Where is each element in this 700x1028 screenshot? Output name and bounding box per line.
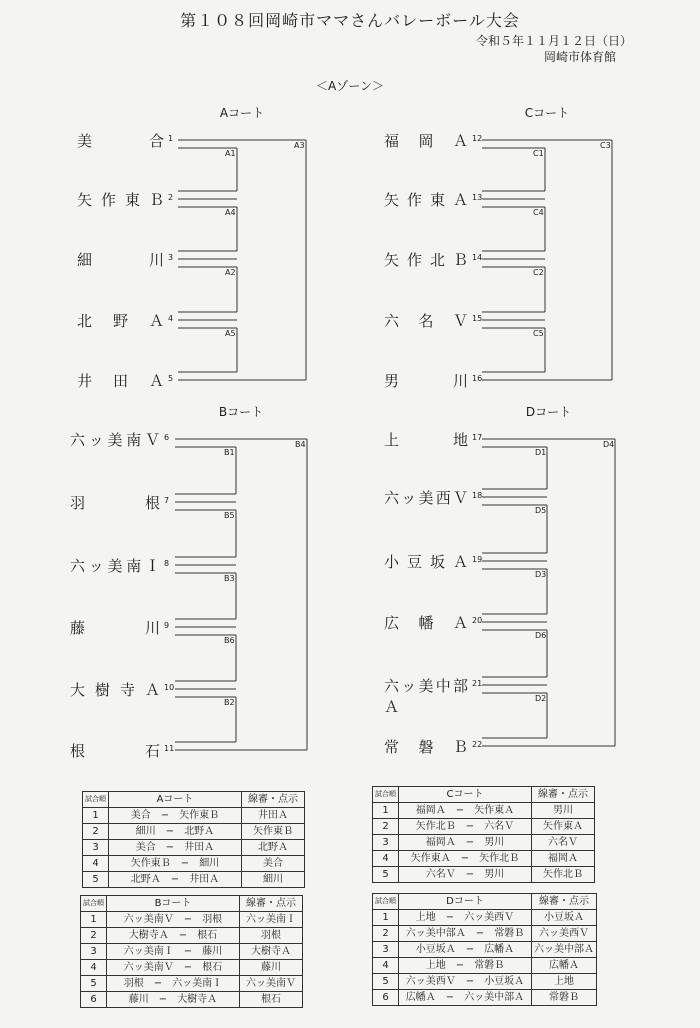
schedule-table-D bbox=[372, 893, 597, 1006]
home-team: 大樹寺Ａ bbox=[128, 930, 169, 941]
table-row bbox=[83, 856, 305, 872]
match-label: B6 bbox=[224, 636, 235, 645]
referee-team: 小豆坂Ａ bbox=[532, 910, 597, 926]
match-label: D3 bbox=[535, 570, 547, 579]
home-team: 美合 bbox=[130, 810, 151, 821]
team-name: 六名Ｖ bbox=[384, 312, 468, 330]
match-order: 4 bbox=[81, 960, 107, 976]
match-order: 4 bbox=[373, 958, 399, 974]
referee-team: 男川 bbox=[532, 803, 595, 819]
seed-number: 16 bbox=[472, 374, 483, 383]
match-label: C2 bbox=[533, 268, 544, 277]
match-label: A5 bbox=[225, 329, 236, 338]
team-name: 根 石 bbox=[70, 742, 160, 760]
home-team: 小豆坂Ａ bbox=[415, 944, 456, 955]
match-label: B5 bbox=[224, 511, 235, 520]
seed-number: 6 bbox=[164, 433, 170, 442]
away-team: 藤川 bbox=[202, 946, 223, 957]
match-order: 5 bbox=[81, 976, 107, 992]
seed-number: 2 bbox=[168, 193, 174, 202]
header-referee: 線審・点示 bbox=[532, 894, 597, 910]
matchup: 羽根 − 六ッ美南Ｉ bbox=[107, 976, 240, 992]
matchup: 六名Ｖ − 男川 bbox=[399, 867, 532, 883]
match-order: 5 bbox=[373, 974, 399, 990]
seed-number: 7 bbox=[164, 496, 170, 505]
referee-team: 六ッ美南Ｖ bbox=[240, 976, 303, 992]
match-label: D4 bbox=[603, 440, 615, 449]
referee-team: 井田Ａ bbox=[242, 808, 305, 824]
event-venue: 岡崎市体育館 bbox=[543, 50, 616, 64]
page-title: 第１０８回岡崎市ママさんバレーボール大会 bbox=[180, 11, 520, 30]
team-name: 矢作北Ｂ bbox=[384, 251, 468, 269]
home-team: 上地 bbox=[415, 912, 436, 923]
team-name: 小豆坂Ａ bbox=[384, 553, 468, 571]
away-team: 矢作北Ｂ bbox=[479, 853, 520, 864]
match-order: 2 bbox=[83, 824, 109, 840]
away-team: 六名Ｖ bbox=[484, 821, 515, 832]
matchup: 福岡Ａ − 矢作東Ａ bbox=[399, 803, 532, 819]
seed-number: 3 bbox=[168, 253, 174, 262]
home-team: 六ッ美南Ｖ bbox=[123, 914, 174, 925]
away-team: 井田Ａ bbox=[184, 842, 215, 853]
team-name: 美 合 bbox=[77, 132, 164, 150]
home-team: 矢作東Ａ bbox=[410, 853, 451, 864]
table-row bbox=[373, 910, 597, 926]
home-team: 六名Ｖ bbox=[425, 869, 456, 880]
referee-team: 常磐Ｂ bbox=[532, 990, 597, 1006]
table-row bbox=[373, 835, 595, 851]
court-title-A: Aコート bbox=[219, 106, 265, 120]
match-label: C4 bbox=[533, 208, 544, 217]
home-team: 六ッ美中部Ａ bbox=[405, 928, 466, 939]
matchup: 細川 − 北野Ａ bbox=[109, 824, 242, 840]
team-name: 六ッ美南Ｖ bbox=[70, 431, 160, 449]
match-order: 2 bbox=[81, 928, 107, 944]
schedule-table-C bbox=[372, 786, 595, 883]
referee-team: 矢作東Ａ bbox=[532, 819, 595, 835]
table-row bbox=[83, 840, 305, 856]
seed-number: 12 bbox=[472, 134, 483, 143]
matchup: 矢作北Ｂ − 六名Ｖ bbox=[399, 819, 532, 835]
home-team: 上地 bbox=[425, 960, 446, 971]
team-name: 福岡Ａ bbox=[384, 132, 468, 150]
away-team: 男川 bbox=[484, 837, 505, 848]
matchup: 小豆坂Ａ − 広幡Ａ bbox=[399, 942, 532, 958]
away-team: 常磐Ｂ bbox=[474, 960, 505, 971]
match-order: 1 bbox=[373, 910, 399, 926]
team-name: 細 川 bbox=[77, 251, 164, 269]
match-label: D6 bbox=[535, 631, 547, 640]
seed-number: 10 bbox=[164, 683, 175, 692]
home-team: 藤川 bbox=[128, 994, 149, 1005]
team-name: 北野Ａ bbox=[77, 312, 164, 330]
table-row bbox=[81, 928, 303, 944]
court-title-D: Dコート bbox=[525, 405, 572, 419]
home-team: 六ッ美南Ｉ bbox=[123, 946, 174, 957]
team-name: 六ッ美中部Ａ bbox=[384, 677, 468, 716]
seed-number: 15 bbox=[472, 314, 483, 323]
match-label: B1 bbox=[224, 448, 235, 457]
table-row bbox=[83, 808, 305, 824]
match-order: 6 bbox=[373, 990, 399, 1006]
home-team: 福岡Ａ bbox=[425, 837, 456, 848]
matchup: 北野Ａ − 井田Ａ bbox=[109, 872, 242, 888]
match-order: 2 bbox=[373, 819, 399, 835]
team-name: 大樹寺Ａ bbox=[70, 681, 160, 699]
match-label: A4 bbox=[225, 208, 236, 217]
matchup: 矢作東Ｂ − 細川 bbox=[109, 856, 242, 872]
match-order: 1 bbox=[83, 808, 109, 824]
referee-team: 藤川 bbox=[240, 960, 303, 976]
home-team: 美合 bbox=[135, 842, 156, 853]
match-label: D5 bbox=[535, 506, 547, 515]
matchup: 広幡Ａ − 六ッ美中部Ａ bbox=[399, 990, 532, 1006]
away-team: 広幡Ａ bbox=[484, 944, 515, 955]
table-row bbox=[373, 819, 595, 835]
match-label: B4 bbox=[295, 440, 306, 449]
match-label: C1 bbox=[533, 149, 544, 158]
table-row bbox=[373, 803, 595, 819]
away-team: 大樹寺Ａ bbox=[177, 994, 218, 1005]
referee-team: 上地 bbox=[532, 974, 597, 990]
seed-number: 14 bbox=[472, 253, 483, 262]
table-row bbox=[373, 851, 595, 867]
match-order: 4 bbox=[83, 856, 109, 872]
team-name: 矢作東Ｂ bbox=[77, 191, 164, 209]
table-row bbox=[373, 974, 597, 990]
seed-number: 11 bbox=[164, 744, 175, 753]
matchup: 六ッ美南Ｖ − 根石 bbox=[107, 960, 240, 976]
match-label: A1 bbox=[225, 149, 236, 158]
home-team: 矢作東Ｂ bbox=[130, 858, 171, 869]
table-row bbox=[81, 992, 303, 1008]
away-team: 羽根 bbox=[202, 914, 223, 925]
referee-team: 羽根 bbox=[240, 928, 303, 944]
table-row bbox=[373, 926, 597, 942]
team-name: 男 川 bbox=[384, 372, 468, 390]
table-row bbox=[81, 912, 303, 928]
away-team: 六ッ美中部Ａ bbox=[464, 992, 525, 1003]
team-name: 羽 根 bbox=[70, 494, 160, 512]
header-court: Dコート bbox=[399, 894, 532, 910]
match-order: 3 bbox=[81, 944, 107, 960]
seed-number: 22 bbox=[472, 740, 483, 749]
seed-number: 18 bbox=[472, 491, 483, 500]
match-label: B3 bbox=[224, 574, 235, 583]
table-row bbox=[373, 942, 597, 958]
zone-label: ＜Aゾーン＞ bbox=[316, 79, 384, 93]
home-team: 羽根 bbox=[123, 978, 144, 989]
referee-team: 根石 bbox=[240, 992, 303, 1008]
team-name: 六ッ美南Ｉ bbox=[70, 557, 160, 575]
table-row bbox=[373, 958, 597, 974]
schedule-table-B bbox=[80, 895, 303, 1008]
header-referee: 線審・点示 bbox=[240, 896, 303, 912]
home-team: 矢作北Ｂ bbox=[415, 821, 456, 832]
team-name: 広幡Ａ bbox=[384, 614, 468, 632]
away-team: 井田Ａ bbox=[189, 874, 220, 885]
matchup: 矢作東Ａ − 矢作北Ｂ bbox=[399, 851, 532, 867]
referee-team: 矢作北Ｂ bbox=[532, 867, 595, 883]
away-team: 男川 bbox=[484, 869, 505, 880]
team-name: 藤 川 bbox=[70, 619, 160, 637]
team-name: 六ッ美西Ｖ bbox=[384, 489, 468, 507]
match-label: B2 bbox=[224, 698, 235, 707]
table-row bbox=[81, 960, 303, 976]
away-team: 矢作東Ａ bbox=[474, 805, 515, 816]
event-date: 令和５年１１月１２日（日） bbox=[475, 34, 632, 48]
referee-team: 六ッ美南Ｉ bbox=[240, 912, 303, 928]
seed-number: 20 bbox=[472, 616, 483, 625]
referee-team: 六ッ美西Ｖ bbox=[532, 926, 597, 942]
seed-number: 13 bbox=[472, 193, 483, 202]
referee-team: 大樹寺Ａ bbox=[240, 944, 303, 960]
header-order: 試合順 bbox=[373, 894, 399, 910]
referee-team: 広幡Ａ bbox=[532, 958, 597, 974]
away-team: 常磐Ｂ bbox=[494, 928, 525, 939]
header-order: 試合順 bbox=[81, 896, 107, 912]
matchup: 美合 − 井田Ａ bbox=[109, 840, 242, 856]
match-label: D2 bbox=[535, 694, 547, 703]
seed-number: 8 bbox=[164, 559, 170, 568]
table-row bbox=[373, 867, 595, 883]
match-label: C5 bbox=[533, 329, 544, 338]
match-order: 6 bbox=[81, 992, 107, 1008]
header-court: Aコート bbox=[109, 792, 242, 808]
matchup: 六ッ美中部Ａ − 常磐Ｂ bbox=[399, 926, 532, 942]
home-team: 広幡Ａ bbox=[405, 992, 436, 1003]
match-order: 1 bbox=[373, 803, 399, 819]
match-order: 5 bbox=[83, 872, 109, 888]
matchup: 藤川 − 大樹寺Ａ bbox=[107, 992, 240, 1008]
seed-number: 9 bbox=[164, 621, 170, 630]
header-court: Cコート bbox=[399, 787, 532, 803]
home-team: 細川 bbox=[135, 826, 156, 837]
seed-number: 4 bbox=[168, 314, 174, 323]
match-order: 5 bbox=[373, 867, 399, 883]
team-name: 矢作東Ａ bbox=[384, 191, 468, 209]
seed-number: 19 bbox=[472, 555, 483, 564]
referee-team: 北野Ａ bbox=[242, 840, 305, 856]
match-label: A3 bbox=[294, 141, 305, 150]
away-team: 根石 bbox=[197, 930, 218, 941]
team-name: 常磐Ｂ bbox=[384, 738, 468, 756]
referee-team: 矢作東Ｂ bbox=[242, 824, 305, 840]
away-team: 小豆坂Ａ bbox=[484, 976, 525, 987]
away-team: 北野Ａ bbox=[184, 826, 215, 837]
matchup: 六ッ美西Ｖ − 小豆坂Ａ bbox=[399, 974, 532, 990]
table-row bbox=[83, 824, 305, 840]
match-label: A2 bbox=[225, 268, 236, 277]
home-team: 六ッ美西Ｖ bbox=[405, 976, 456, 987]
header-court: Bコート bbox=[107, 896, 240, 912]
header-referee: 線審・点示 bbox=[532, 787, 595, 803]
court-title-B: Bコート bbox=[218, 405, 264, 419]
match-label: D1 bbox=[535, 448, 547, 457]
away-team: 矢作東Ｂ bbox=[179, 810, 220, 821]
match-order: 3 bbox=[83, 840, 109, 856]
table-row bbox=[81, 944, 303, 960]
matchup: 上地 − 常磐Ｂ bbox=[399, 958, 532, 974]
seed-number: 21 bbox=[472, 679, 483, 688]
matchup: 福岡Ａ − 男川 bbox=[399, 835, 532, 851]
header-order: 試合順 bbox=[373, 787, 399, 803]
home-team: 福岡Ａ bbox=[415, 805, 446, 816]
header-order: 試合順 bbox=[83, 792, 109, 808]
team-name: 上 地 bbox=[384, 431, 468, 449]
schedule-table-A bbox=[82, 791, 305, 888]
away-team: 根石 bbox=[202, 962, 223, 973]
home-team: 六ッ美南Ｖ bbox=[123, 962, 174, 973]
matchup: 大樹寺Ａ − 根石 bbox=[107, 928, 240, 944]
header-referee: 線審・点示 bbox=[242, 792, 305, 808]
table-row bbox=[373, 990, 597, 1006]
match-label: C3 bbox=[600, 141, 611, 150]
away-team: 六ッ美南Ｉ bbox=[172, 978, 223, 989]
match-order: 3 bbox=[373, 835, 399, 851]
away-team: 細川 bbox=[199, 858, 220, 869]
court-title-C: Cコート bbox=[524, 106, 570, 120]
matchup: 上地 − 六ッ美西Ｖ bbox=[399, 910, 532, 926]
away-team: 六ッ美西Ｖ bbox=[464, 912, 515, 923]
matchup: 美合 − 矢作東Ｂ bbox=[109, 808, 242, 824]
referee-team: 福岡Ａ bbox=[532, 851, 595, 867]
seed-number: 1 bbox=[168, 134, 174, 143]
referee-team: 美合 bbox=[242, 856, 305, 872]
referee-team: 六名Ｖ bbox=[532, 835, 595, 851]
team-name: 井田Ａ bbox=[77, 372, 164, 390]
match-order: 3 bbox=[373, 942, 399, 958]
match-order: 4 bbox=[373, 851, 399, 867]
match-order: 1 bbox=[81, 912, 107, 928]
seed-number: 17 bbox=[472, 433, 483, 442]
matchup: 六ッ美南Ｉ − 藤川 bbox=[107, 944, 240, 960]
table-row bbox=[81, 976, 303, 992]
home-team: 北野Ａ bbox=[130, 874, 161, 885]
table-row bbox=[83, 872, 305, 888]
seed-number: 5 bbox=[168, 374, 174, 383]
referee-team: 六ッ美中部Ａ bbox=[532, 942, 597, 958]
referee-team: 細川 bbox=[242, 872, 305, 888]
match-order: 2 bbox=[373, 926, 399, 942]
matchup: 六ッ美南Ｖ − 羽根 bbox=[107, 912, 240, 928]
